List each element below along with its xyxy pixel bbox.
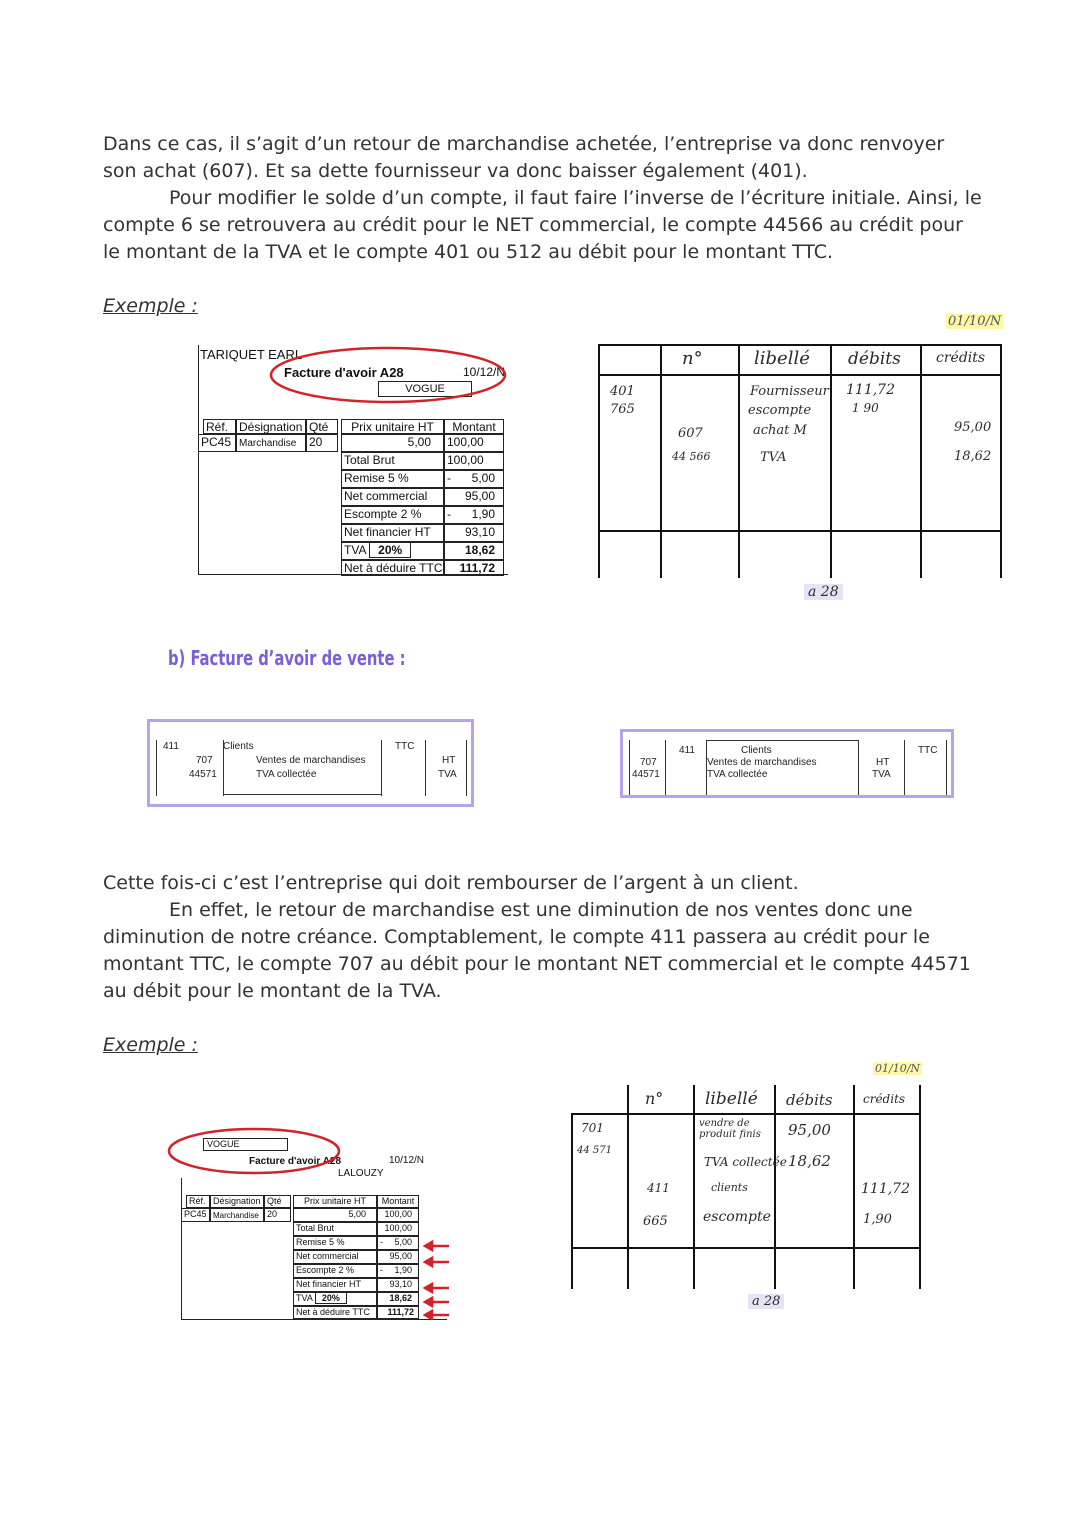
total2-brut-label: Total Brut — [293, 1222, 377, 1236]
td2-designation: Marchandise — [210, 1208, 264, 1222]
td-ref: PC45 — [198, 434, 236, 452]
remise-value: - 5,00 — [444, 470, 504, 488]
schema1-lib-tva: TVA collectée — [256, 769, 317, 780]
journal1-libelle-2: escompte — [748, 403, 812, 418]
journal2-libelle-1: vendre de produit finis — [699, 1118, 761, 1140]
remise-label: Remise 5 % — [341, 470, 444, 488]
journal1-debit-2: 1 90 — [852, 401, 879, 415]
th-amount: Montant — [444, 419, 504, 434]
journal2-libelle-header: libellé — [705, 1089, 758, 1109]
invoice-company: TARIQUET EARL — [200, 347, 303, 362]
total-brut-label: Total Brut — [341, 452, 444, 470]
net-financier2-value: 93,10 — [377, 1278, 419, 1292]
journal2-debit-account-2: 44 571 — [577, 1145, 612, 1156]
tva-value: 18,62 — [444, 542, 504, 560]
td-designation: Marchandise — [236, 434, 306, 452]
invoice-2 — [181, 1128, 451, 1320]
th2-amount: Montant — [377, 1195, 419, 1208]
intro-p1: Dans ce cas, il s’agit d’un retour de marchandise achetée, l’entreprise va donc renvoyer son achat (607). Et sa dette fournisseur va donc baisser également (401). — [103, 133, 945, 182]
invoice2-title: Facture d'avoir A28 — [249, 1156, 342, 1167]
schema2-account-ttc: 411 — [679, 745, 695, 756]
journal1-libelle-header: libellé — [754, 348, 810, 369]
red-ellipse — [268, 345, 513, 407]
journal1-debit-header: débits — [848, 349, 901, 369]
schema1-account-ttc: 411 — [163, 741, 179, 752]
journal2-credit-1: 111,72 — [861, 1181, 910, 1197]
invoice2-company: LALOUZY — [338, 1168, 384, 1179]
net-financier2-label: Net financier HT — [293, 1278, 377, 1292]
remise2-value: - 5,00 — [377, 1236, 419, 1250]
journal2-libelle-3: clients — [711, 1181, 748, 1194]
net-ttc2-value: 111,72 — [377, 1306, 419, 1319]
journal2-ref: a 28 — [748, 1294, 784, 1309]
escompte-value: - 1,90 — [444, 506, 504, 524]
schema1-ht: HT — [442, 755, 456, 766]
sale-p2: En effet, le retour de marchandise est une diminution de nos ventes donc une diminution de notre créance. Comptablement, le compte 411 passera au crédit pour le montant TTC, le compte 707 au débit pour le montant NET commercial et le compte 44571 au débit pour le montant de la TVA. — [103, 899, 971, 1002]
sale-p1: Cette fois-ci c’est l’entreprise qui doit rembourser de l’argent à un client. — [103, 872, 799, 894]
schema2-lib-clients: Clients — [741, 745, 772, 756]
th2-designation: Désignation — [210, 1195, 264, 1208]
net-commercial-value: 95,00 — [444, 488, 504, 506]
journal1-credit-account-2: 44 566 — [672, 450, 711, 463]
sale-text — [103, 870, 983, 1005]
section-b-heading: b) Facture d’avoir de vente : — [168, 646, 406, 670]
journal2-debit-header: débits — [786, 1091, 833, 1109]
td2-qty: 20 — [264, 1208, 291, 1222]
net-ttc-label: Net à déduire TTC — [341, 560, 444, 576]
journal1-credit-header: crédits — [936, 350, 986, 366]
schema1-ttc: TTC — [395, 741, 415, 752]
net-commercial2-label: Net commercial — [293, 1250, 377, 1264]
journal1-credit-account-1: 607 — [678, 426, 703, 441]
tva-label: TVA 20% — [341, 542, 444, 560]
td2-unit-price: 5,00 — [293, 1208, 377, 1222]
th-qty: Qté — [306, 419, 338, 434]
journal2-credit-header: crédits — [863, 1092, 906, 1106]
td-unit-price: 5,00 — [341, 434, 444, 452]
total-brut-value: 100,00 — [444, 452, 504, 470]
schema2-account-ht: 707 — [640, 757, 657, 768]
journal2-libelle-2: TVA collectée — [704, 1155, 787, 1169]
exemple-label-2: Exemple : — [103, 1034, 198, 1056]
tva2-label: TVA 20% — [293, 1292, 377, 1306]
journal1-ref: a 28 — [804, 584, 843, 600]
journal1-debit-account-1: 401 — [610, 384, 635, 399]
net-financier-label: Net financier HT — [341, 524, 444, 542]
invoice2-date: 10/12/N — [389, 1155, 425, 1166]
journal2-libelle-4: escompte — [703, 1209, 771, 1225]
escompte2-value: - 1,90 — [377, 1264, 419, 1278]
intro-text — [103, 131, 983, 266]
schema1-account-tva: 44571 — [189, 769, 217, 780]
schema1-tva: TVA — [438, 769, 457, 780]
red-ellipse-2 — [166, 1125, 344, 1179]
schema2-ht: HT — [876, 757, 890, 768]
schema1-account-ht: 707 — [196, 755, 213, 766]
journal1-credit-2: 18,62 — [954, 449, 992, 464]
th-designation: Désignation — [236, 419, 306, 434]
td-amount: 100,00 — [444, 434, 504, 452]
journal1-date: 01/10/N — [948, 314, 1002, 329]
invoice-client: VOGUE — [378, 381, 472, 397]
total2-brut-value: 100,00 — [377, 1222, 419, 1236]
escompte2-label: Escompte 2 % — [293, 1264, 377, 1278]
journal1-debit-1: 111,72 — [846, 382, 895, 398]
net-commercial2-value: 95,00 — [377, 1250, 419, 1264]
td2-ref: PC45 — [181, 1208, 210, 1222]
journal2-credit-account-1: 411 — [647, 1181, 670, 1195]
journal2-date: 01/10/N — [875, 1062, 921, 1075]
invoice2-client: VOGUE — [203, 1138, 288, 1151]
escompte-label: Escompte 2 % — [341, 506, 444, 524]
schema2-lib-ventes: Ventes de marchandises — [707, 757, 817, 768]
journal1-libelle-1: Fournisseur — [750, 384, 829, 399]
invoice-date: 10/12/N — [463, 365, 506, 379]
journal1-libelle-3: achat M — [753, 423, 807, 438]
schema-1 — [147, 719, 474, 807]
journal1-debit-account-2: 765 — [610, 402, 635, 417]
journal2-debit-2: 18,62 — [788, 1152, 831, 1170]
schema-2 — [620, 729, 954, 798]
intro-p2: Pour modifier le solde d’un compte, il faut faire l’inverse de l’écriture initiale. Ainsi, le compte 6 se retrouvera au crédit pour le NET commercial, le compte 44566 au crédit pour le montant de la TVA et le compte 401 ou 512 au débit pour le montant TTC. — [103, 187, 982, 263]
remise2-label: Remise 5 % — [293, 1236, 377, 1250]
journal-1 — [598, 344, 1002, 578]
schema1-lib-ventes: Ventes de marchandises — [256, 755, 366, 766]
th2-qty: Qté — [264, 1195, 291, 1208]
journal2-debit-1: 95,00 — [788, 1121, 831, 1139]
th2-ref: Réf. — [186, 1195, 210, 1208]
journal2-n-header: n° — [645, 1089, 664, 1108]
invoice-1 — [198, 345, 508, 575]
invoice-title: Facture d'avoir A28 — [284, 365, 404, 380]
schema2-tva: TVA — [872, 769, 891, 780]
schema2-ttc: TTC — [918, 745, 938, 756]
journal1-libelle-4: TVA — [760, 450, 787, 465]
red-arrows — [423, 1240, 451, 1320]
net-commercial-label: Net commercial — [341, 488, 444, 506]
th2-unit-price: Prix unitaire HT — [293, 1195, 377, 1208]
schema1-lib-clients: Clients — [223, 741, 254, 752]
td2-amount: 100,00 — [377, 1208, 419, 1222]
journal1-credit-1: 95,00 — [954, 420, 992, 435]
journal2-credit-2: 1,90 — [863, 1212, 892, 1227]
journal2-credit-account-2: 665 — [643, 1214, 668, 1229]
journal-2 — [571, 1085, 921, 1289]
td-qty: 20 — [306, 434, 338, 452]
schema2-lib-tva: TVA collectée — [707, 769, 768, 780]
th-unit-price: Prix unitaire HT — [341, 419, 444, 434]
net-ttc-value: 111,72 — [444, 560, 504, 576]
journal2-debit-account-1: 701 — [581, 1121, 604, 1135]
tva2-value: 18,62 — [377, 1292, 419, 1306]
net-ttc2-label: Net à déduire TTC — [293, 1306, 377, 1319]
exemple-label-1: Exemple : — [103, 295, 198, 317]
th-ref: Réf. — [203, 419, 236, 434]
schema2-account-tva: 44571 — [632, 769, 660, 780]
journal1-n-header: n° — [682, 348, 703, 369]
net-financier-value: 93,10 — [444, 524, 504, 542]
